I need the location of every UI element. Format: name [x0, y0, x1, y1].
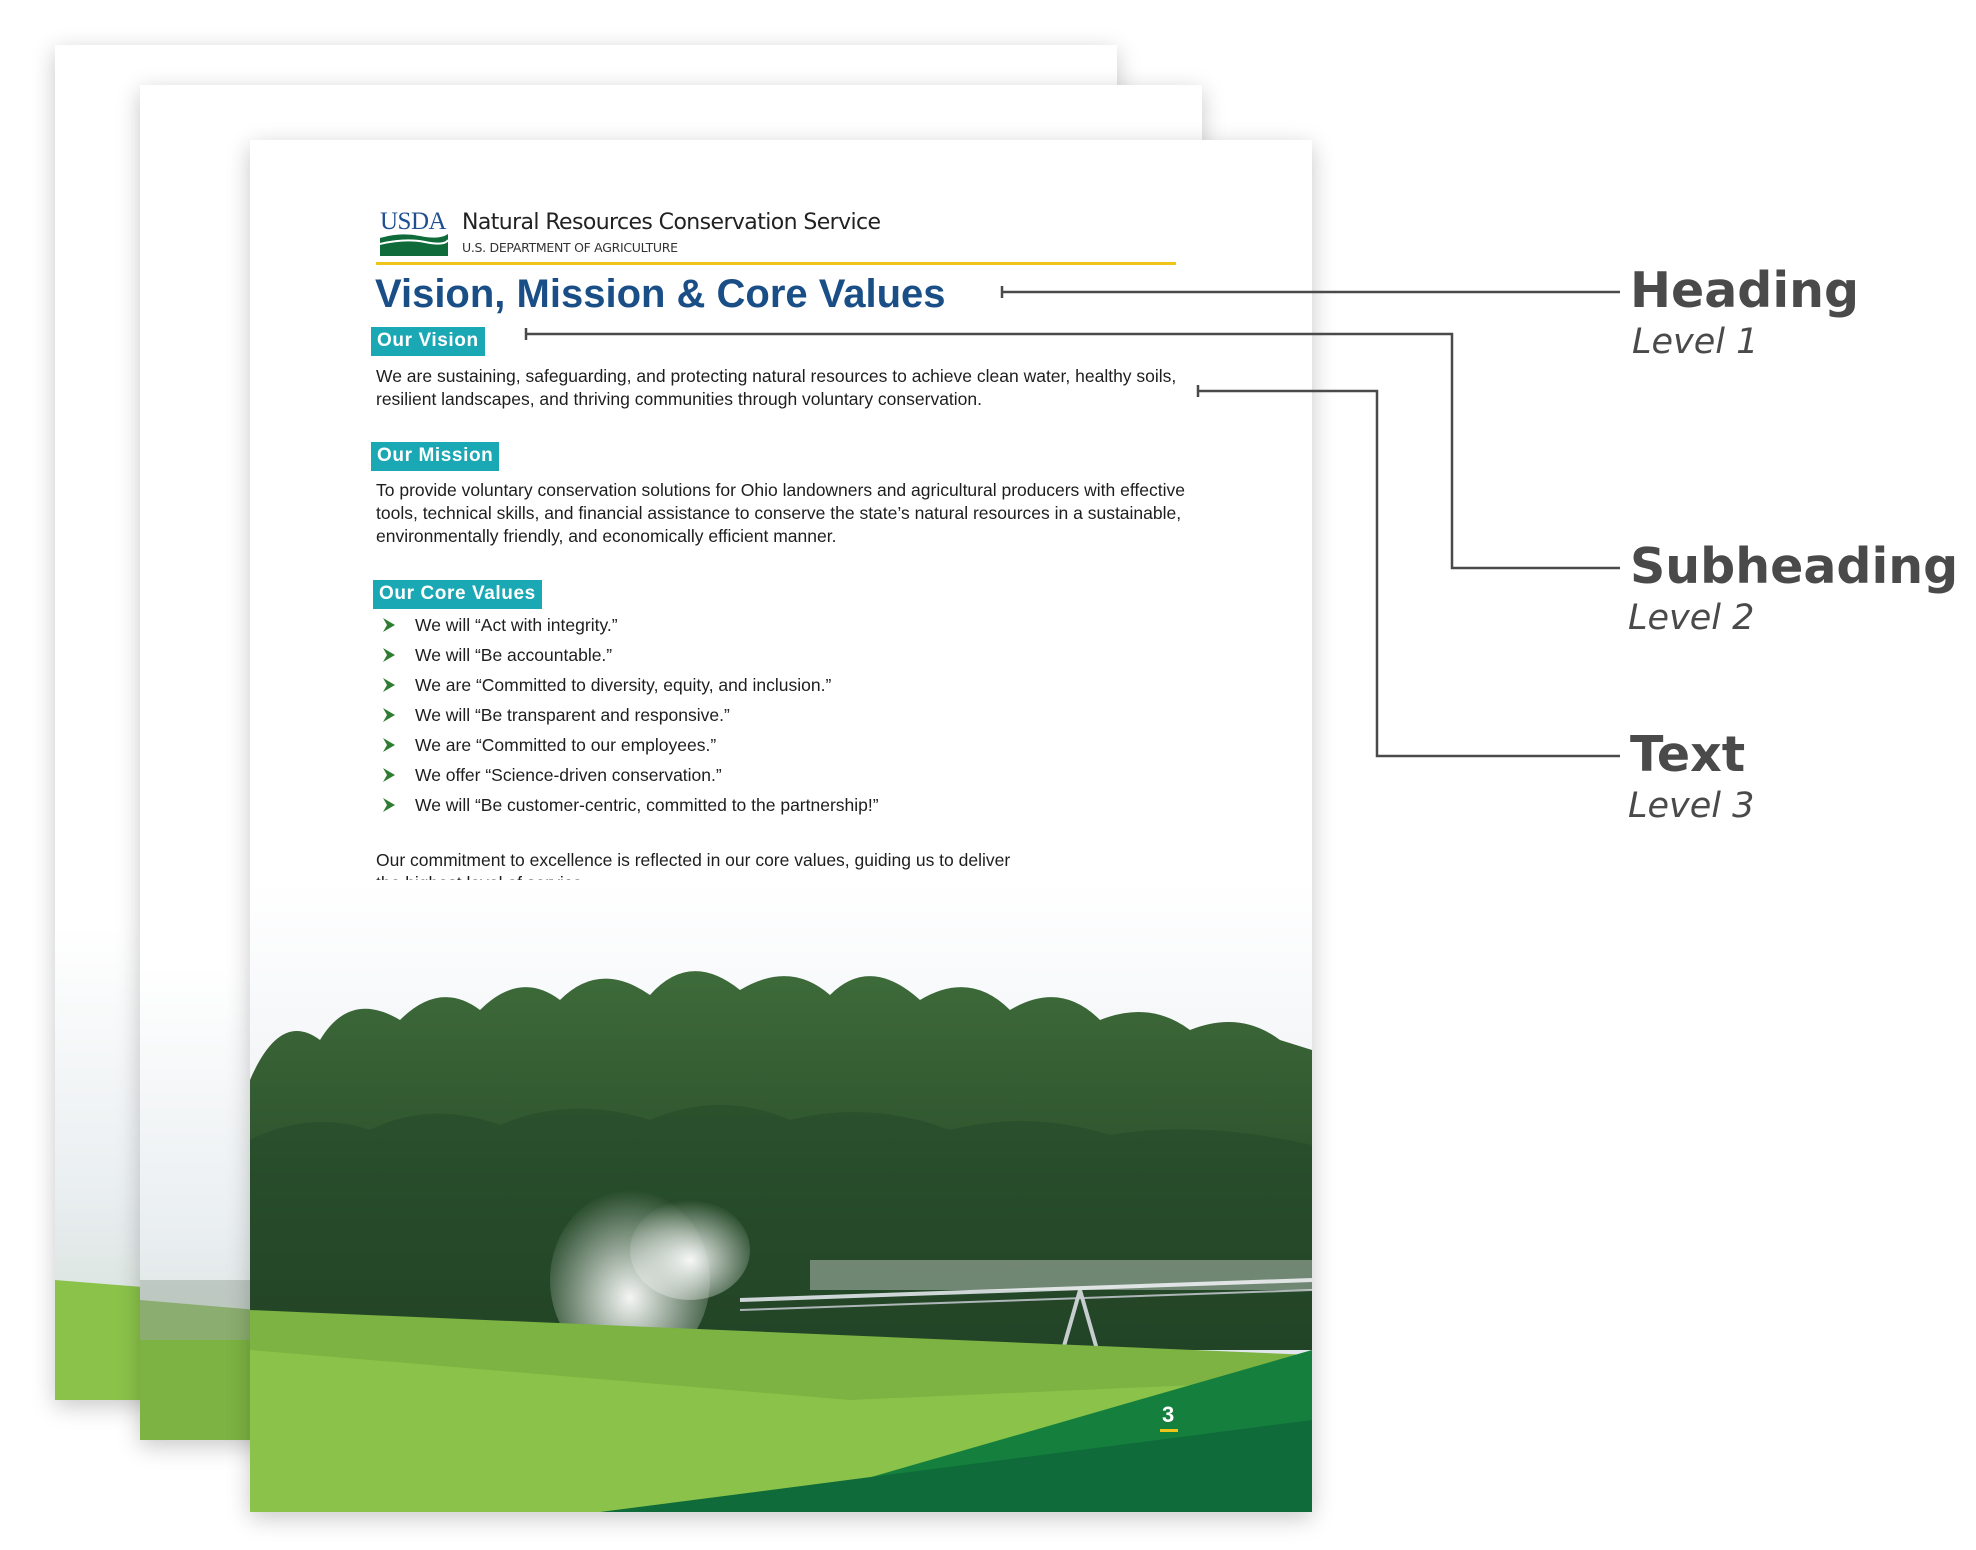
document-page: USDA Natural Resources Conservation Service U.S. DEPARTMENT OF AGRICULTURE Vision, Mission & Core Values Our Vision We are sustaining, safeguarding, and protecting natural resources to achieve clean water, healthy soils, resilient landscapes, and thriving communities through voluntary conservation. Our Mission To provide voluntary conservation solutions for Ohio landowners and agricultural producers with effective tools, technical skills, and financial assistance to conserve the state’s natural resources in a sustainable, environmentally friendly, and economically efficient manner. Our Core Values We will “Act with integrity.” We will “Be accountable.” We are “Committed to diversity, equity, and inclusion.” We will “Be transparent and responsive.” We are “Committed to our employees.” We offer “Science-driven conservation.” We will “Be customer-centric, committed to the partnership!” Our commitment to excellence is reflected in our core values, guiding us to deliver 3	[250, 140, 1312, 1512]
agency-name: Natural Resources Conservation Service	[462, 210, 881, 235]
callout-text-level: Level 3	[1628, 786, 1755, 826]
subheading-connector	[526, 334, 1620, 568]
vision-subheading: Our Vision	[371, 327, 485, 356]
usda-logo-text: USDA	[380, 208, 447, 235]
callout-heading-title: Heading	[1630, 262, 1860, 319]
callout-subheading-title: Subheading	[1630, 538, 1959, 595]
callout-text-title: Text	[1630, 726, 1746, 783]
page-heading: Vision, Mission & Core Values	[375, 272, 946, 316]
mission-subheading: Our Mission	[371, 442, 499, 471]
page-number: 3	[1162, 1402, 1175, 1427]
text-connector	[1198, 391, 1620, 756]
department-name: U.S. DEPARTMENT OF AGRICULTURE	[462, 240, 678, 255]
closing-text: Our commitment to excellence is reflected in our core values, guiding us to deliver	[376, 850, 1011, 870]
vision-text: We are sustaining, safeguarding, and protecting natural resources to achieve clean water, healthy soils, resilient landscapes, and thriving communities through voluntary conservation.	[376, 366, 1177, 409]
callout-subheading-level: Level 2	[1628, 598, 1755, 638]
core-values-subheading: Our Core Values	[373, 580, 542, 609]
mission-text: To provide voluntary conservation solutions for Ohio landowners and agricultural producers with effective tools, technical skills, and financial assistance to conserve the state’s natural resources in a sustainable, environmentally friendly, and economically efficient manner.	[376, 480, 1185, 546]
callout-heading-level: Level 1	[1632, 322, 1759, 362]
